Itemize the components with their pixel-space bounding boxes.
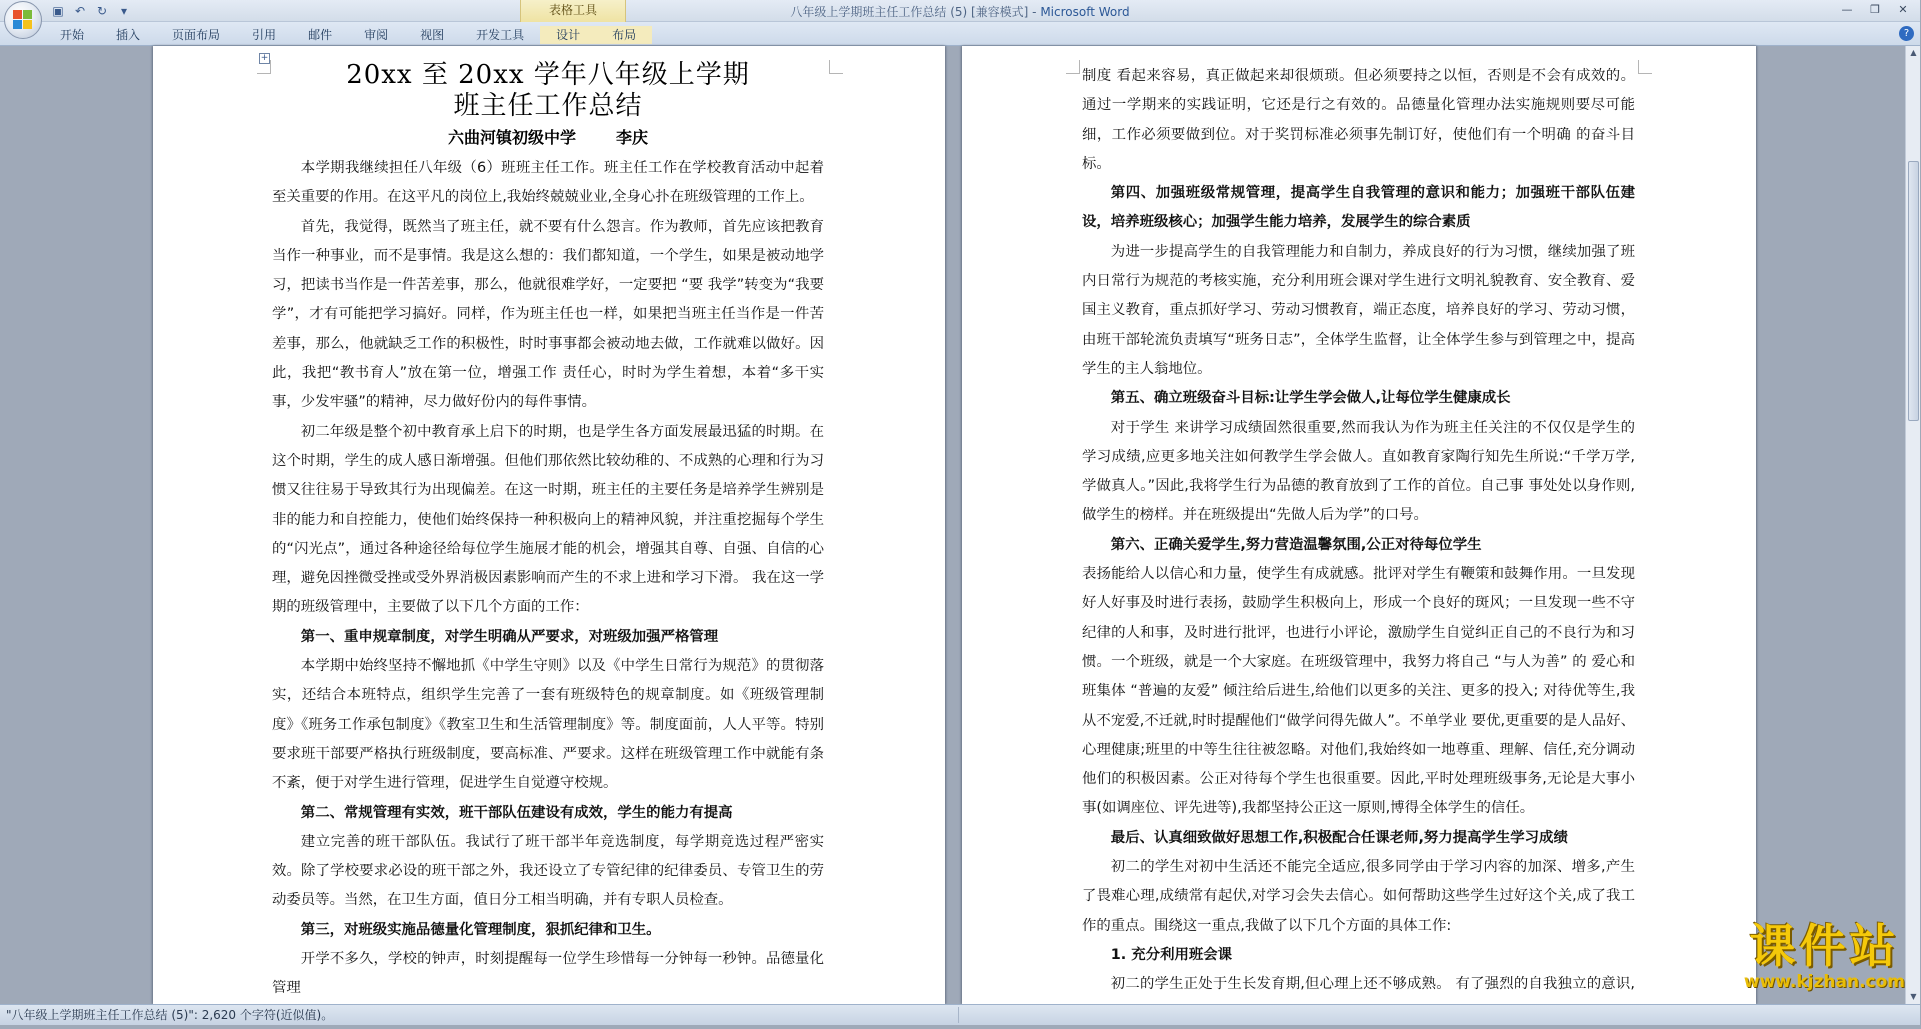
save-icon[interactable]: ▣ <box>52 4 64 18</box>
status-divider <box>958 1007 959 1023</box>
watermark-logo <box>1744 920 1905 992</box>
vertical-scrollbar[interactable] <box>1905 46 1920 1004</box>
close-icon[interactable]: ✕ <box>1898 3 1908 16</box>
help-icon[interactable]: ? <box>1899 26 1914 41</box>
office-button[interactable] <box>4 1 42 39</box>
scroll-up-icon[interactable]: ▲ <box>1910 48 1917 57</box>
section-heading: 第六、正确关爱学生,努力营造温馨氛围,公正对待每位学生 <box>1110 536 1482 553</box>
ribbon-tabs <box>44 26 652 44</box>
word-count-status[interactable]: "八年级上学期班主任工作总结 (5)": 2,620 个字符(近似值)。 <box>6 1008 334 1022</box>
left-page-content <box>272 60 824 1004</box>
body-paragraph: 本学期我继续担任八年级（6）班班主任工作。班主任工作在学校教育活动中起着至关重要的作用。在这平凡的岗位上,我始终兢兢业业,全身心扑在班级管理的工作上。 <box>272 160 824 206</box>
document-title-line1: 20xx 至 20xx 学年八年级上学期 <box>346 60 750 90</box>
minimize-icon[interactable]: — <box>1841 3 1853 16</box>
restore-icon[interactable]: ❐ <box>1870 3 1880 16</box>
undo-icon[interactable]: ↶ <box>74 4 86 18</box>
left-paragraphs <box>272 154 824 1004</box>
school-name: 六曲河镇初级中学 <box>447 128 576 147</box>
table-tools-context-label: 表格工具 <box>520 0 626 22</box>
tab-layout[interactable]: 布局 <box>596 26 652 44</box>
tab-mailings[interactable]: 邮件 <box>308 28 333 42</box>
customize-qat-icon[interactable]: ▾ <box>120 4 128 18</box>
section-heading: 第五、确立班级奋斗目标:让学生学会做人,让每位学生健康成长 <box>1110 390 1511 407</box>
document-title-line2: 班主任工作总结 <box>453 91 643 121</box>
title-bar <box>0 0 1920 22</box>
section-heading: 第四、加强班级常规管理，提高学生自我管理的意识和能力；加强班干部队伍建设，培养班级核心；加强学生能力培养，发展学生的综合素质 <box>1082 185 1635 231</box>
redo-icon[interactable]: ↻ <box>96 4 108 18</box>
tab-view[interactable]: 视图 <box>420 28 445 42</box>
body-paragraph: 首先，我觉得，既然当了班主任，就不要有什么怨言。作为教师，首先应该把教育当作一种事业，而不是事情。我是这么想的：我们都知道，一个学生，如果是被动地学习，把读书当作是一件苦差事，那么，他就很难学好，一定要把 “要 我学”转变为“我要学”，才有可能把学习搞好。同样，作为班主任也一样，如果把当班主任当作是一件苦差事，那么，他就缺乏工作的积极性，时时事事都会被动地去做，工作就难以做好。因此，我把“教书育人”放在第一位，增强工作 责任心，时时为学生着想，本着“多干实事，少发牢骚”的精神，尽力做好份内的每件事情。 <box>272 218 824 411</box>
section-heading: 最后、认真细致做好思想工作,积极配合任课老师,努力提高学生学习成绩 <box>1110 829 1568 846</box>
crop-mark <box>1638 60 1652 74</box>
body-paragraph: 对于学生 来讲学习成绩固然很重要,然而我认为作为班主任关注的不仅仅是学生的学习成绩,应更多地关注如何教学生学会做人。直如教育家陶行知先生所说:“千学万学,学做真人。”因此,我将学生行为品德的教育放到了工作的首位。自己事 事处处以身作则,做学生的榜样。并在班级提出“先做人后为学”的口号。 <box>1082 419 1635 524</box>
scroll-down-icon[interactable]: ▼ <box>1910 992 1917 1001</box>
body-paragraph: 为进一步提高学生的自我管理能力和自制力，养成良好的行为习惯，继续加强了班内日常行为规范的考核实施，充分利用班会课对学生进行文明礼貌教育、安全教育、爱国主义教育，重点抓好学习、劳动习惯教育，端正态度，培养良好的学习、劳动习惯，由班干部轮流负责填写“班务日志”，全体学生监督，让全体学生参与到管理之中，提高学生的主人翁地位。 <box>1082 243 1635 377</box>
crop-mark <box>829 60 843 74</box>
body-paragraph: 建立完善的班干部队伍。我试行了班干部半年竞选制度，每学期竞选过程严密实效。除了学校要求必设的班干部之外，我还设立了专管纪律的纪律委员、专管卫生的劳动委员等。当然，在卫生方面，值日分工相当明确，并有专职人员检查。 <box>272 833 824 909</box>
right-paragraphs <box>1082 62 1635 1029</box>
right-page-content <box>1082 62 1635 1029</box>
watermark-title: 课件站 <box>1749 919 1900 973</box>
tab-review[interactable]: 审阅 <box>364 28 389 42</box>
document-workspace <box>0 46 1905 1004</box>
author-line <box>272 122 824 154</box>
body-paragraph: 初二的学生正处于生长发育期,但心理上还不够成熟。 有了强烈的自我独立的意识, <box>1110 976 1635 993</box>
tab-home[interactable]: 开始 <box>60 28 85 42</box>
tab-insert[interactable]: 插入 <box>116 28 141 42</box>
crop-mark <box>1066 60 1080 74</box>
tab-page-layout[interactable]: 页面布局 <box>172 28 221 42</box>
document-page-left[interactable] <box>153 46 945 1004</box>
tab-design[interactable]: 设计 <box>540 26 596 44</box>
section-heading: 1. 充分利用班会课 <box>1110 946 1233 963</box>
body-paragraph: 制度 看起来容易，真正做起来却很烦琐。但必须要持之以恒，否则是不会有成效的。 通过一学期来的实践证明，它还是行之有效的。品德量化管理办法实施规则要尽可能细，工作必须要做到位。对于奖罚标准必须事先制订好，使他们有一个明确 的奋斗目标。 <box>1082 68 1635 172</box>
tab-references[interactable]: 引用 <box>252 28 277 42</box>
window-title-app: Microsoft Word <box>1040 5 1130 19</box>
author-name: 李庆 <box>616 128 649 147</box>
status-bar <box>0 1004 1920 1025</box>
window-title-doc: 八年级上学期班主任工作总结 (5) [兼容模式] - <box>790 5 1041 19</box>
office-logo-icon <box>13 10 33 30</box>
body-paragraph: 表扬能给人以信心和力量，使学生有成就感。批评对学生有鞭策和鼓舞作用。一旦发现好人好事及时进行表扬，鼓励学生积极向上，形成一个良好的斑风；一旦发现一些不守纪律的人和事，及时进行批评，也进行小评论，激励学生自觉纠正自己的不良行为和习惯。一个班级，就是一个大家庭。在班级管理中，我努力将自己 “与人为善” 的 爱心和班集体 “普遍的友爱” 倾注给后进生,给他们以更多的关注、更多的投入; 对待优等生,我从不宠爱,不迁就,时时提醒他们“做学问得先做人”。不单学业 要优,更重要的是人品好、心理健康;班里的中等生往往被忽略。对他们,我始终如一地尊重、理解、信任,充分调动他们的积极因素。公正对待每个学生也很重要。因此,平时处理班级事务,无论是大事小事(如调座位、评先进等),我都坚持公正这一原则,博得全体学生的信任。 <box>1082 566 1635 817</box>
scrollbar-thumb[interactable] <box>1908 161 1919 421</box>
window-controls <box>1834 2 1916 18</box>
crop-mark <box>257 60 271 74</box>
body-paragraph: 初二的学生对初中生活还不能完全适应,很多同学由于学习内容的加深、增多,产生了畏难心理,成绩常有起伏,对学习会失去信心。如何帮助这些学生过好这个关,成了我工作的重点。围绕这一重点,我做了以下几个方面的具体工作: <box>1082 859 1635 934</box>
section-heading: 第三，对班级实施品德量化管理制度，狠抓纪律和卫生。 <box>300 921 661 938</box>
body-paragraph: 初二年级是整个初中教育承上启下的时期，也是学生各方面发展最迅猛的时期。在这个时期，学生的成人感日渐增强。但他们那依然比较幼稚的、不成熟的心理和行为习惯又往往易于导致其行为出现偏差。在这一时期，班主任的主要任务是培养学生辨别是非的能力和自控能力，使他们始终保持一种积极向上的精神风貌，并注重挖掘每个学生的“闪光点”，通过各种途径给每位学生施展才能的机会，增强其自尊、自强、自信的心理，避免因挫微受挫或受外界消极因素影响而产生的不求上进和学习下滑。 我在这一学期的班级管理中，主要做了以下几个方面的工作： <box>272 423 824 616</box>
tab-developer[interactable]: 开发工具 <box>476 28 525 42</box>
section-heading: 第一、重申规章制度，对学生明确从严要求，对班级加强严格管理 <box>300 628 719 645</box>
table-move-handle-icon[interactable]: + <box>260 53 269 63</box>
window-title <box>0 3 1920 20</box>
body-paragraph: 本学期中始终坚持不懈地抓《中学生守则》以及《中学生日常行为规范》的贯彻落实，还结合本班特点，组织学生完善了一套有班级特色的规章制度。如《班级管理制度》《班务工作承包制度》《教室卫生和生活管理制度》等。制度面前，人人平等。特别要求班干部要严格执行班级制度，要高标准、严要求。这样在班级管理工作中就能有条不紊，便于对学生进行管理，促进学生自觉遵守校规。 <box>272 658 824 792</box>
document-page-right[interactable] <box>962 46 1756 1004</box>
watermark-url: www.kjzhan.com <box>1743 972 1905 992</box>
ribbon-tab-bar <box>0 22 1920 46</box>
section-heading: 第二、常规管理有实效，班干部队伍建设有成效，学生的能力有提高 <box>300 804 733 821</box>
body-paragraph: 开学不多久，学校的钟声，时刻提醒每一位学生珍惜每一分钟每一秒钟。品德量化管理 <box>272 951 824 997</box>
